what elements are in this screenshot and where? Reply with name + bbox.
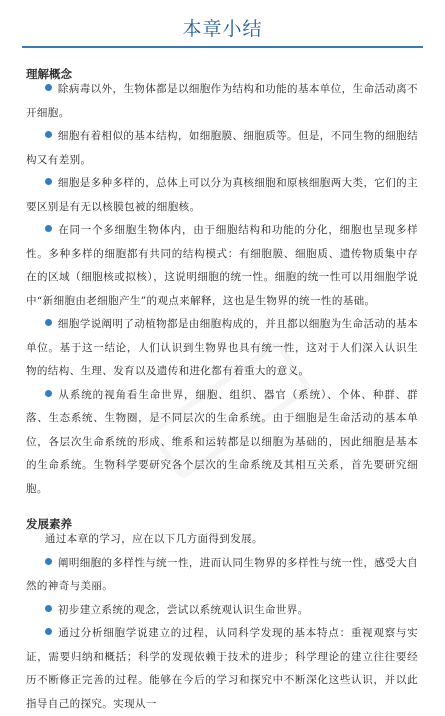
section-understanding xyxy=(26,78,418,501)
paragraph-text: 除病毒以外，生物体都是以细胞作为结构和功能的基本单位，生命活动离不开细胞。 xyxy=(26,83,418,119)
bullet-dot-icon xyxy=(45,131,52,138)
paragraph-text: 阐明细胞的多样性与统一性，进而认同生物界的多样性与统一性，感受大自然的神奇与美丽。 xyxy=(26,556,418,592)
page-title: 本章小结 xyxy=(182,18,263,40)
bullet-dot-icon xyxy=(45,319,52,326)
paragraph-text: 通过分析细胞学说建立的过程，认同科学发现的基本特点：重视观察与实证，需要归纳和概括；科学的发现依赖于技术的进步；科学理论的建立往往要经历不断修正完善的过程。能够在今后的学习和探究中不断深化这些认识，并以此指导自己的探究。实现从一 xyxy=(26,627,418,710)
paragraph-text: 细胞学说阐明了动植物都是由细胞构成的，并且都以细胞为生命活动的基本单位。基于这一结论，人们认识到生物界也具有统一性，这对于人们深入认识生物的结构、生理、发育以及遗传和进化都有着重大的意义。 xyxy=(26,318,418,377)
paragraph-text: 初步建立系统的观念，尝试以系统观认识生命世界。 xyxy=(57,603,309,616)
section-development xyxy=(26,528,418,716)
bullet-dot-icon xyxy=(45,84,52,91)
paragraph xyxy=(26,219,418,313)
bullet-dot-icon xyxy=(45,628,52,635)
paragraph-text: 从系统的视角看生命世界，细胞、组织、器官（系统）、个体、种群、群落、生态系统、生物圈，是不同层次的生命系统。由于细胞是生命活动的基本单位，各层次生命系统的形成、维系和运转都是以细胞为基础的，因此细胞是基本的生命系统。生物科学要研究各个层次的生命系统及其相互关系，首先要研究细胞。 xyxy=(26,388,418,495)
section-heading-understanding: 理解概念 xyxy=(26,67,72,81)
paragraph-text: 在同一个多细胞生物体内，由于细胞结构和功能的分化，细胞也呈现多样性。多种多样的细胞都有共同的结构模式：有细胞膜、细胞质、遗传物质集中存在的区域（细胞核或拟核），这说明细胞的统一性。细胞的统一性可以用细胞学说中“新细胞由老细胞产生”的观点来解释，这也是生物界的统一性的基础。 xyxy=(26,224,418,307)
paragraph-text: 细胞是多种多样的，总体上可以分为真核细胞和原核细胞两大类，它们的主要区别是有无以核膜包被的细胞核。 xyxy=(26,177,418,213)
paragraph xyxy=(26,622,418,716)
bullet-dot-icon xyxy=(45,605,52,612)
title-divider xyxy=(22,46,423,48)
intro-paragraph: 通过本章的学习，应在以下几方面得到发展。 xyxy=(44,533,263,545)
bullet-dot-icon xyxy=(45,558,52,565)
paragraph xyxy=(26,125,418,172)
bullet-dot-icon xyxy=(45,225,52,232)
section-heading-development: 发展素养 xyxy=(26,517,72,531)
paragraph xyxy=(26,552,418,599)
paragraph xyxy=(26,172,418,219)
paragraph-text: 细胞有着相似的基本结构，如细胞膜、细胞质等。但是，不同生物的细胞结构又有差别。 xyxy=(26,130,418,166)
paragraph xyxy=(26,78,418,125)
paragraph xyxy=(26,313,418,384)
bullet-dot-icon xyxy=(45,390,52,397)
bullet-dot-icon xyxy=(45,178,52,185)
paragraph xyxy=(26,599,418,623)
paragraph xyxy=(26,384,418,502)
